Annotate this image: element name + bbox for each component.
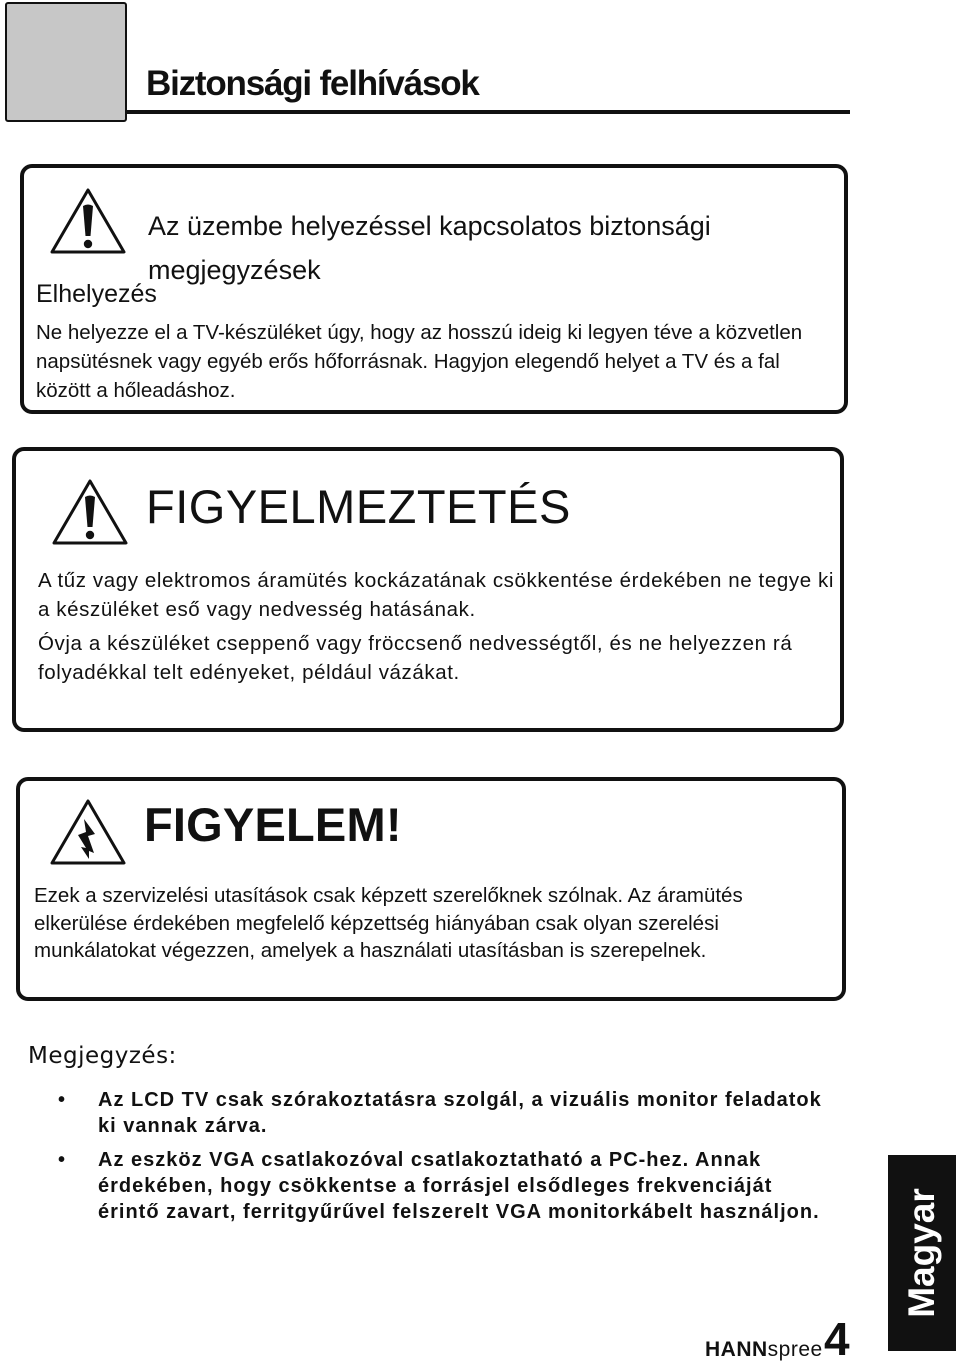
- brand-bold: HANN: [705, 1338, 768, 1361]
- note-heading: Megjegyzés:: [28, 1043, 177, 1069]
- section1-heading: Az üzembe helyezéssel kapcsolatos biztonsági megjegyzések: [148, 211, 711, 285]
- note-text: Az eszköz VGA csatlakozóval csatlakoztatható a PC-hez. Annak érdekében, hogy csökkentse a forrásjel elsődleges frekvenciáját érintő zavart, ferritgyűrűvel felszerelt VGA monitorkábelt használjon.: [98, 1149, 820, 1223]
- exclamation-triangle-icon: [48, 186, 128, 256]
- title-rule: [127, 110, 850, 114]
- list-item: [58, 1147, 838, 1225]
- warning-box: [12, 447, 844, 732]
- list-item: [58, 1087, 838, 1139]
- page-title: Biztonsági felhívások: [146, 64, 479, 103]
- page-number: 4: [824, 1313, 850, 1365]
- brand-light: spree: [767, 1338, 823, 1361]
- note-text: Az LCD TV csak szórakoztatásra szolgál, a vizuális monitor feladatok ki vannak zárva.: [98, 1089, 822, 1137]
- section3-body: Ezek a szervizelési utasítások csak képzett szerelőknek szólnak. Az áramütés elkerülése érdekében megfelelő képzettség hiányában csak olyan szerelési munkálatokat végezzen, amelyek a használati utasításban is szerepelnek.: [34, 884, 743, 962]
- bullet: •: [58, 1089, 67, 1111]
- lightning-triangle-icon: [48, 797, 128, 867]
- section2-para2: Óvja a készüléket cseppenő vagy fröccsenő nedvességtől, és ne helyezzen rá folyadékkal telt edényeket, például vázákat.: [38, 632, 793, 684]
- section2-para1: A tűz vagy elektromos áramütés kockázatának csökkentése érdekében ne tegye ki a készüléket eső vagy nedvesség hatásának.: [38, 569, 835, 621]
- section2-heading: FIGYELMEZTETÉS: [146, 480, 571, 533]
- exclamation-triangle-icon: [50, 477, 130, 547]
- language-label: Magyar: [901, 1188, 942, 1318]
- corner-tab: [5, 2, 127, 122]
- section1-subheading: Elhelyezés: [36, 280, 157, 308]
- installation-safety-box: [20, 164, 848, 414]
- section2-body: [38, 566, 838, 687]
- section1-body: Ne helyezze el a TV-készüléket úgy, hogy az hosszú ideig ki legyen téve a közvetlen napsütésnek vagy egyéb erős hőforrásnak. Hagyjon elegendő helyet a TV és a fal között a hőleadáshoz.: [36, 321, 803, 402]
- section3-heading: FIGYELEM!: [144, 798, 402, 851]
- note-list: [58, 1087, 838, 1233]
- bullet: •: [58, 1149, 67, 1171]
- caution-box: [16, 777, 846, 1001]
- language-tab: [888, 1155, 956, 1351]
- brand-logo: [705, 1338, 823, 1362]
